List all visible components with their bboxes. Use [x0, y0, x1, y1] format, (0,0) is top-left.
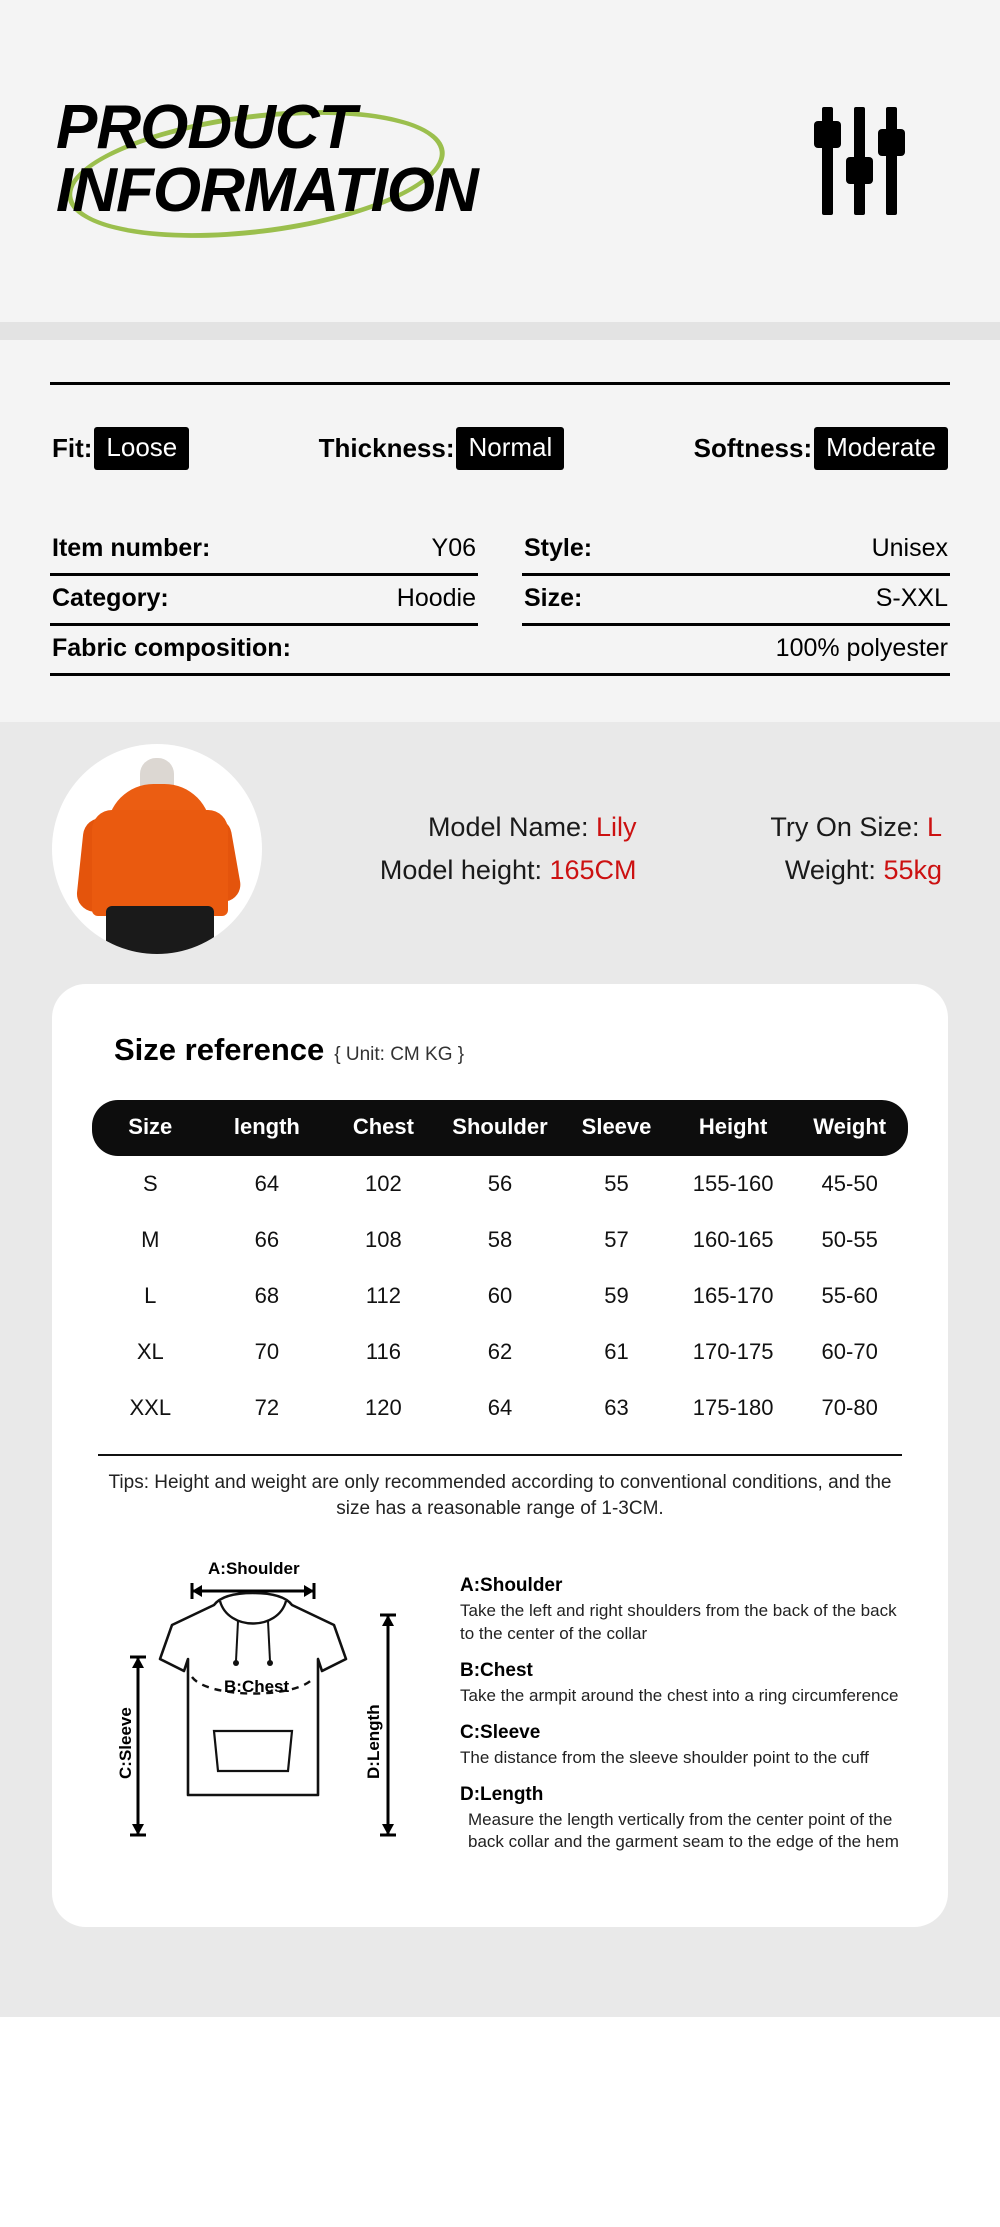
guide-item-chest	[460, 1660, 904, 1708]
size-reference-card	[52, 984, 948, 1927]
cell-chest: 102	[365, 1170, 402, 1196]
attributes-section	[0, 340, 1000, 722]
cell-weight: 55-60	[821, 1282, 878, 1308]
spec-value: 100% polyester	[775, 633, 948, 662]
cell-sleeve: 61	[604, 1338, 629, 1364]
cell-sleeve: 55	[604, 1170, 629, 1196]
model-name-value: Lily	[596, 811, 637, 842]
cell-shoulder: 62	[487, 1338, 513, 1364]
chip-fit	[52, 427, 189, 470]
cell-weight: 45-50	[821, 1170, 878, 1196]
col-weight: Weight	[791, 1100, 908, 1156]
table-row	[92, 1212, 908, 1268]
label-sleeve: C:Sleeve	[116, 1706, 135, 1779]
model-height-line	[284, 855, 637, 886]
model-weight-label: Weight:	[784, 854, 876, 885]
cell-height: 160-165	[692, 1226, 774, 1252]
table-header-row	[92, 1100, 908, 1156]
col-height: Height	[675, 1100, 792, 1156]
cell-shoulder: 64	[487, 1394, 513, 1420]
cell-chest: 116	[365, 1338, 401, 1364]
title-line-2: INFORMATION	[56, 156, 478, 225]
col-length: length	[209, 1100, 326, 1156]
hoodie-svg	[96, 1549, 446, 1879]
model-col-right	[675, 800, 960, 898]
try-on-size-label: Try On Size:	[770, 811, 920, 842]
spec-row-item-number	[50, 526, 478, 576]
cell-height: 155-160	[692, 1170, 774, 1196]
model-name-line	[284, 812, 637, 843]
cell-weight: 70-80	[821, 1394, 878, 1420]
size-table-head	[92, 1100, 908, 1156]
size-tips: Tips: Height and weight are only recommended according to conventional conditions, and the size has a reasonable range of 1-3CM.	[98, 1454, 902, 1523]
cell-size: S	[142, 1170, 158, 1196]
cell-size: M	[141, 1226, 160, 1252]
guide-paragraph: Take the left and right shoulders from the back of the back to the center of the collar	[460, 1600, 897, 1643]
size-reference-title: Size reference	[114, 1031, 325, 1067]
attribute-chips	[46, 427, 954, 470]
chip-softness-label: Softness:	[693, 432, 813, 463]
cell-height: 165-170	[692, 1282, 774, 1308]
model-pants-shape	[106, 906, 214, 954]
cell-length: 64	[254, 1170, 280, 1196]
guide-heading: D:Length	[460, 1783, 544, 1805]
try-on-size-value: L	[926, 811, 942, 842]
spec-value: Unisex	[871, 533, 948, 562]
size-card-wrapper	[0, 984, 1000, 1927]
guide-paragraph: Measure the length vertically from the center point of the back collar and the garment seam to the edge of the hem	[468, 1809, 899, 1852]
spec-key: Style:	[524, 533, 593, 562]
table-row	[92, 1156, 908, 1212]
table-row	[92, 1380, 908, 1436]
cell-sleeve: 59	[604, 1282, 629, 1308]
spec-row-size	[522, 576, 950, 626]
chip-fit-value: Loose	[94, 427, 189, 470]
cell-chest: 112	[365, 1282, 401, 1308]
spec-row-fabric-composition	[50, 626, 950, 676]
measure-guide-text	[446, 1549, 904, 1879]
page-header	[0, 0, 1000, 322]
spec-key: Size:	[524, 583, 583, 612]
chip-softness	[694, 427, 948, 470]
section-divider	[0, 322, 1000, 340]
try-on-size-line	[675, 812, 942, 843]
cell-weight: 60-70	[821, 1338, 878, 1364]
cell-weight: 50-55	[821, 1226, 878, 1252]
spec-grid	[46, 526, 954, 676]
chip-thickness	[319, 427, 565, 470]
cell-chest: 108	[365, 1226, 402, 1252]
model-col-left	[284, 800, 675, 898]
spec-key: Fabric composition:	[52, 633, 291, 662]
model-section	[0, 722, 1000, 984]
title-line-1: PRODUCT	[56, 92, 356, 162]
bottom-spacer	[0, 1927, 1000, 2017]
cell-shoulder: 56	[487, 1170, 513, 1196]
cell-shoulder: 60	[487, 1282, 513, 1308]
size-reference-unit: { Unit: CM KG }	[334, 1043, 465, 1065]
cell-size: XL	[136, 1338, 164, 1364]
chip-softness-value: Moderate	[814, 427, 948, 470]
measure-guide	[92, 1549, 908, 1879]
cell-height: 175-180	[692, 1394, 774, 1420]
model-weight-line	[675, 855, 942, 886]
cell-size: XXL	[129, 1394, 172, 1420]
sliders-icon	[804, 99, 914, 219]
model-body-shape	[92, 810, 228, 916]
spec-key: Category:	[52, 583, 169, 612]
col-sleeve: Sleeve	[558, 1100, 675, 1156]
spec-row-style	[522, 526, 950, 576]
guide-heading: B:Chest	[460, 1659, 533, 1681]
model-height-value: 165CM	[549, 854, 637, 885]
guide-paragraph: The distance from the sleeve shoulder point to the cuff	[460, 1747, 869, 1767]
col-chest: Chest	[325, 1100, 442, 1156]
cell-length: 68	[254, 1282, 280, 1308]
cell-height: 170-175	[692, 1338, 774, 1364]
table-row	[92, 1268, 908, 1324]
spec-value: Hoodie	[396, 583, 476, 612]
size-table	[92, 1100, 908, 1436]
guide-item-sleeve	[460, 1722, 904, 1770]
hoodie-diagram-icon	[96, 1549, 446, 1879]
cell-length: 70	[254, 1338, 280, 1364]
spec-row-category	[50, 576, 478, 626]
table-row	[92, 1324, 908, 1380]
guide-item-shoulder	[460, 1575, 904, 1646]
top-rule	[50, 382, 950, 385]
spec-value: Y06	[431, 533, 476, 562]
label-length: D:Length	[364, 1704, 383, 1779]
guide-heading: A:Shoulder	[460, 1574, 563, 1596]
model-weight-value: 55kg	[883, 854, 942, 885]
guide-paragraph: Take the armpit around the chest into a ring circumference	[460, 1685, 899, 1705]
guide-item-length	[460, 1784, 904, 1855]
cell-shoulder: 58	[487, 1226, 513, 1252]
chip-thickness-label: Thickness:	[318, 432, 455, 463]
size-reference-header	[92, 1032, 908, 1068]
model-name-label: Model Name:	[427, 811, 589, 842]
size-table-body	[92, 1156, 908, 1436]
page-title	[56, 92, 478, 225]
spec-key: Item number:	[52, 533, 211, 562]
label-chest: B:Chest	[224, 1676, 290, 1696]
chip-fit-label: Fit:	[52, 432, 93, 463]
cell-sleeve: 57	[604, 1226, 629, 1252]
spec-value: S-XXL	[875, 583, 948, 612]
model-height-label: Model height:	[379, 854, 542, 885]
cell-sleeve: 63	[604, 1394, 629, 1420]
model-info	[262, 800, 960, 898]
cell-length: 66	[254, 1226, 280, 1252]
guide-heading: C:Sleeve	[460, 1721, 541, 1743]
cell-length: 72	[254, 1394, 280, 1420]
col-size: Size	[92, 1100, 209, 1156]
chip-thickness-value: Normal	[456, 427, 564, 470]
model-photo	[52, 744, 262, 954]
label-shoulder: A:Shoulder	[208, 1558, 300, 1578]
cell-size: L	[144, 1282, 157, 1308]
col-shoulder: Shoulder	[442, 1100, 559, 1156]
cell-chest: 120	[365, 1394, 402, 1420]
